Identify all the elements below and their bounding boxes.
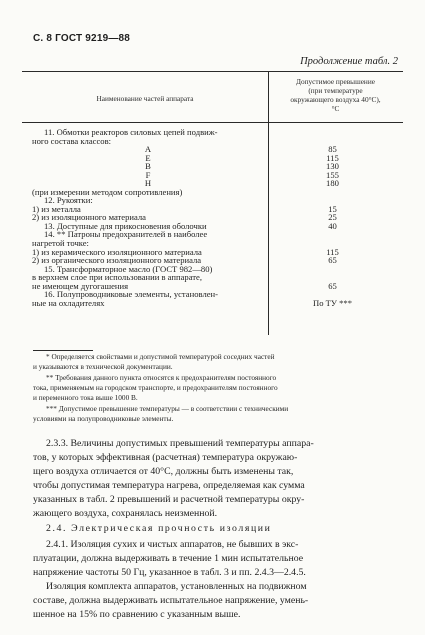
table-row-label: 16. Полупроводниковые элементы, установлен- — [44, 289, 219, 299]
table-row-label: В — [145, 161, 151, 171]
footnote-line: *** Допустимое превышение температуры — в соответствии с техническими — [46, 404, 289, 413]
table-row-label: не имеющем дугогашения — [32, 281, 129, 291]
table-row-label: ного состава классов: — [32, 136, 112, 146]
table-row-label: 15. Трансформаторное масло (ГОСТ 982—80) — [44, 264, 213, 274]
table-row-label: 2) из органического изоляционного материала — [32, 255, 202, 265]
table-row-label: ные на охладителях — [32, 298, 105, 308]
footnote-line: и переменного тока выше 1000 В. — [33, 393, 138, 402]
table-continuation-label: Продолжение табл. 2 — [300, 56, 398, 67]
paragraph-line: указанных в табл. 2 превышений и расчетной температуры окру- — [33, 494, 305, 505]
paragraph-line: составе, должна выдерживать испытательное напряжение, умень- — [33, 595, 309, 606]
table-row-value: 130 — [326, 161, 339, 171]
table-row-value: 155 — [326, 170, 339, 180]
table-row-label: 14. ** Патроны предохранителей в наиболее — [44, 229, 208, 239]
paragraph-line: шенное на 15% по сравнению с указанным выше. — [33, 609, 241, 620]
paragraph-line: жающего воздуха, сохранялась неизменной. — [33, 508, 218, 519]
table-row-label: 13. Доступные для прикосновения оболочки — [44, 221, 207, 231]
table-row-value: 180 — [326, 178, 339, 188]
table-row-value: 25 — [328, 212, 337, 222]
footnote-line: ** Требования данного пункта относятся к предохранителям постоянного — [46, 373, 277, 382]
table-top-rule — [22, 71, 403, 72]
page-header-left: С. 8 ГОСТ 9219—88 — [33, 33, 131, 44]
paragraph-line: напряжение частоты 50 Гц, указанное в табл. 3 и пп. 2.4.3—2.4.5. — [33, 567, 306, 578]
table-row-label: 2) из изоляционного материала — [32, 212, 146, 222]
table-row-value: По ТУ *** — [312, 298, 353, 308]
paragraph-line: тов, у которых эффективная (расчетная) температура окружаю- — [33, 452, 298, 463]
table-row-value: 85 — [328, 144, 337, 154]
table-row-value: 65 — [328, 255, 337, 265]
footnote-line: * Определяется свойствами и допустимой температурой соседних частей — [46, 352, 275, 361]
footnote-line: условиями на полупроводниковые элементы. — [33, 414, 174, 423]
paragraph-line: 2.3.3. Величины допустимых превышений температуры аппара- — [46, 438, 314, 449]
paragraph-line: Изоляция комплекта аппаратов, установленных на подвижном — [46, 581, 307, 592]
footnote-line: и указываются в технической документации. — [33, 362, 173, 371]
table-row-label: А — [144, 144, 152, 154]
table-row-label: (при измерении методом сопротивления) — [32, 187, 183, 197]
table-row-label: нагретой точке: — [32, 238, 89, 248]
paragraph-line: 2.4.1. Изоляция сухих и чистых аппаратов, не бывших в экс- — [46, 539, 299, 550]
footnote-separator — [33, 350, 93, 351]
table-row-value: 15 — [328, 204, 337, 214]
table-col1-header: Наименование частей аппарата — [96, 94, 194, 103]
table-row-label: 1) из керамического изоляционного материала — [32, 247, 202, 257]
table-col2-header: Допустимое превышение (при температуре окружающего воздуха 40°С), °С — [290, 77, 381, 113]
table-row-value: 115 — [326, 153, 339, 163]
table-row-value: 115 — [326, 247, 339, 257]
table-row-label: в верхнем слое при использовании в аппарате, — [32, 272, 203, 282]
table-row-label: F — [145, 170, 151, 180]
footnote-line: тока, применяемым на городском транспорте, и предохранителям постоянного — [33, 383, 278, 392]
paragraph-line: чтобы допустимая температура нагрева, определяемая как сумма — [33, 480, 305, 491]
section-2-4-heading: 2.4. Электрическая прочность изоляции — [46, 523, 272, 534]
table-row-label: 11. Обмотки реакторов силовых цепей подвиж- — [44, 127, 218, 137]
table-row-value: 65 — [328, 281, 337, 291]
table-row-label: Н — [144, 178, 152, 188]
table-row-label: 12. Рукоятки: — [44, 195, 93, 205]
paragraph-line: щего воздуха отличается от 40°С, должны быть изменены так, — [33, 466, 294, 477]
table-header-rule — [22, 122, 403, 123]
paragraph-line: плуатации, должна выдерживать в течение 1 мин испытательное — [33, 553, 304, 564]
table-row-label: Е — [145, 153, 151, 163]
table-row-value: 40 — [328, 221, 337, 231]
table-row-label: 1) из металла — [32, 204, 81, 214]
